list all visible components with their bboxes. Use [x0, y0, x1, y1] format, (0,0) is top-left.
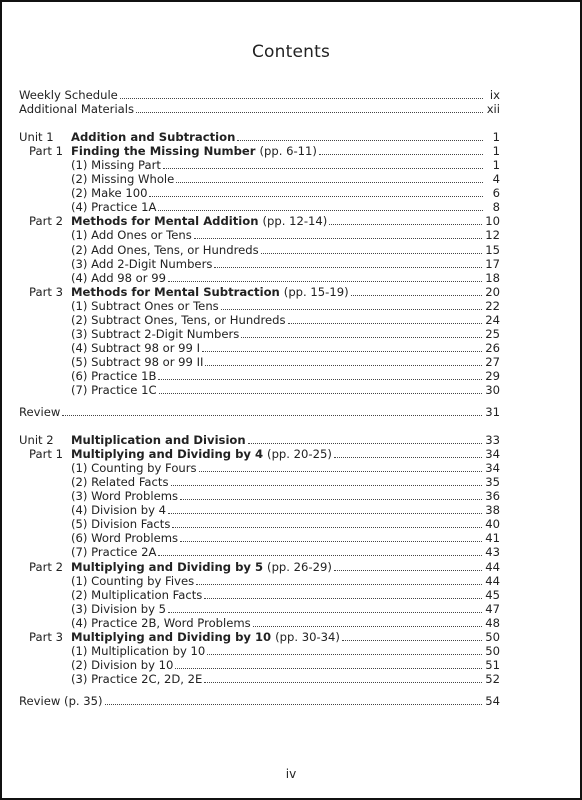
- toc-front-entry: [19, 88, 500, 102]
- entry-page-number: 26: [485, 340, 500, 355]
- dot-leader: [105, 703, 483, 705]
- entry-title: (5) Subtract 98 or 99 II: [71, 354, 204, 369]
- dot-leader: [136, 111, 483, 113]
- toc-lesson-entry: [19, 186, 500, 200]
- dot-leader: [202, 350, 482, 352]
- entry-page-number: 48: [485, 615, 500, 630]
- dot-leader: [158, 209, 483, 211]
- dot-leader: [175, 667, 482, 669]
- toc-lesson-entry: [19, 355, 500, 369]
- entry-title: (1) Multiplication by 10: [71, 643, 206, 658]
- entry-label: Part 2: [29, 559, 63, 574]
- dot-leader: [253, 625, 483, 627]
- entry-page-range: (pp. 15-19): [283, 284, 349, 299]
- dot-leader: [158, 554, 482, 556]
- entry-title: (1) Counting by Fours: [71, 461, 197, 476]
- dot-leader: [351, 294, 483, 296]
- entry-title: (7) Practice 2A: [71, 545, 157, 560]
- entry-title: (3) Division by 5: [71, 601, 167, 616]
- entry-page-number: 29: [485, 368, 500, 383]
- dot-leader: [204, 681, 482, 683]
- entry-page-range: (pp. 6-11): [259, 144, 317, 159]
- entry-title: (2) Add Ones, Tens, or Hundreds: [71, 242, 259, 257]
- entry-title: Multiplying and Dividing by 5: [71, 559, 264, 574]
- entry-title: (4) Practice 1A: [71, 200, 157, 215]
- entry-page-number: 18: [485, 270, 500, 285]
- entry-title: (3) Practice 2C, 2D, 2E: [71, 671, 203, 686]
- toc-lesson-entry: [19, 327, 500, 341]
- dot-leader: [194, 237, 482, 239]
- entry-page-number: 54: [485, 693, 500, 708]
- toc-lesson-entry: [19, 503, 500, 517]
- dot-leader: [241, 336, 482, 338]
- table-of-contents: [19, 88, 500, 708]
- entry-label: Unit 1: [19, 130, 54, 145]
- dot-leader: [207, 653, 482, 655]
- entry-label: Part 3: [29, 284, 63, 299]
- entry-page-number: 8: [492, 200, 500, 215]
- entry-title: (5) Division Facts: [71, 517, 171, 532]
- dot-leader: [342, 639, 482, 641]
- toc-lesson-entry: [19, 369, 500, 383]
- toc-unit-heading: [19, 433, 500, 447]
- entry-title: (1) Subtract Ones or Tens: [71, 298, 219, 313]
- dot-leader: [319, 153, 483, 155]
- toc-review-entry: [19, 405, 500, 419]
- entry-title: Addition and Subtraction: [71, 130, 236, 145]
- toc-lesson-entry: [19, 257, 500, 271]
- entry-page-number: 45: [485, 587, 500, 602]
- entry-title: Additional Materials: [19, 102, 135, 117]
- entry-title: Multiplication and Division: [71, 433, 246, 448]
- dot-leader: [168, 611, 482, 613]
- dot-leader: [168, 512, 482, 514]
- entry-title: Weekly Schedule: [19, 88, 118, 103]
- toc-part-heading: [19, 214, 500, 228]
- toc-lesson-entry: [19, 489, 500, 503]
- entry-page-number: ix: [489, 88, 500, 103]
- entry-page-number: 40: [485, 517, 500, 532]
- dot-leader: [158, 378, 482, 380]
- toc-part-heading: [19, 447, 500, 461]
- toc-lesson-entry: [19, 383, 500, 397]
- toc-lesson-entry: [19, 200, 500, 214]
- toc-lesson-entry: [19, 545, 500, 559]
- toc-part-heading: [19, 285, 500, 299]
- entry-page-number: 12: [485, 228, 500, 243]
- dot-leader: [149, 195, 483, 197]
- entry-page-range: (pp. 12-14): [262, 214, 328, 229]
- dot-leader: [180, 540, 482, 542]
- entry-label: Part 2: [29, 214, 63, 229]
- entry-page-number: 31: [485, 405, 500, 420]
- toc-lesson-entry: [19, 313, 500, 327]
- dot-leader: [204, 597, 482, 599]
- entry-title: Multiplying and Dividing by 4: [71, 447, 264, 462]
- entry-title: (4) Division by 4: [71, 503, 167, 518]
- toc-lesson-entry: [19, 242, 500, 256]
- dot-leader: [159, 392, 483, 394]
- entry-title: (6) Practice 1B: [71, 368, 157, 383]
- entry-page-number: 51: [485, 657, 500, 672]
- entry-title: Review: [19, 405, 61, 420]
- toc-lesson-entry: [19, 658, 500, 672]
- page-number: iv: [285, 767, 297, 781]
- entry-title: (3) Add 2-Digit Numbers: [71, 256, 213, 271]
- entry-page-number: 25: [485, 326, 500, 341]
- entry-title: (4) Subtract 98 or 99 I: [71, 340, 201, 355]
- entry-page-number: 43: [485, 545, 500, 560]
- entry-title: (1) Counting by Fives: [71, 573, 195, 588]
- toc-lesson-entry: [19, 299, 500, 313]
- entry-title: (3) Subtract 2-Digit Numbers: [71, 326, 240, 341]
- dot-leader: [163, 167, 483, 169]
- entry-page-number: 22: [485, 298, 500, 313]
- toc-lesson-entry: [19, 172, 500, 186]
- dot-leader: [176, 181, 483, 183]
- entry-page-number: 44: [485, 573, 500, 588]
- entry-title: (1) Add Ones or Tens: [71, 228, 192, 243]
- dot-leader: [334, 456, 482, 458]
- dot-leader: [261, 252, 483, 254]
- entry-title: (2) Multiplication Facts: [71, 587, 203, 602]
- entry-page-number: 50: [485, 629, 500, 644]
- toc-part-heading: [19, 630, 500, 644]
- dot-leader: [237, 139, 483, 141]
- dot-leader: [248, 442, 483, 444]
- toc-lesson-entry: [19, 461, 500, 475]
- entry-page-range: (pp. 20-25): [267, 447, 332, 462]
- entry-title: Multiplying and Dividing by 10: [71, 629, 272, 644]
- entry-page-range: (pp. 30-34): [275, 629, 340, 644]
- dot-leader: [199, 470, 483, 472]
- entry-page-number: 50: [485, 643, 500, 658]
- entry-label: Unit 2: [19, 433, 54, 448]
- toc-lesson-entry: [19, 588, 500, 602]
- dot-leader: [214, 266, 482, 268]
- entry-page-number: 34: [485, 447, 500, 462]
- dot-leader: [221, 308, 483, 310]
- entry-title: Review (p. 35): [19, 693, 103, 708]
- toc-lesson-entry: [19, 271, 500, 285]
- toc-lesson-entry: [19, 616, 500, 630]
- entry-title: Finding the Missing Number: [71, 144, 256, 159]
- entry-page-number: 33: [485, 433, 500, 448]
- toc-lesson-entry: [19, 341, 500, 355]
- entry-page-number: 1: [492, 130, 500, 145]
- entry-title: (4) Practice 2B, Word Problems: [71, 615, 251, 630]
- entry-title: (4) Add 98 or 99: [71, 270, 166, 285]
- entry-label: Part 3: [29, 629, 63, 644]
- entry-page-number: 52: [485, 671, 500, 686]
- entry-title: (3) Word Problems: [71, 489, 179, 504]
- toc-lesson-entry: [19, 475, 500, 489]
- dot-leader: [172, 526, 482, 528]
- page-title: Contents: [251, 42, 331, 62]
- toc-lesson-entry: [19, 672, 500, 686]
- dot-leader: [329, 223, 482, 225]
- toc-lesson-entry: [19, 158, 500, 172]
- dot-leader: [180, 498, 482, 500]
- toc-review-entry: [19, 694, 500, 708]
- entry-page-number: 38: [485, 503, 500, 518]
- entry-title: (2) Division by 10: [71, 657, 174, 672]
- entry-page-number: 10: [485, 214, 500, 229]
- entry-title: (2) Missing Whole: [71, 172, 175, 187]
- dot-leader: [205, 364, 482, 366]
- entry-page-number: 47: [485, 601, 500, 616]
- entry-title: (2) Make 100: [71, 186, 148, 201]
- entry-label: Part 1: [29, 447, 63, 462]
- entry-page-number: xii: [486, 102, 500, 117]
- entry-page-number: 20: [485, 284, 500, 299]
- entry-page-number: 36: [485, 489, 500, 504]
- entry-page-range: (pp. 26-29): [267, 559, 332, 574]
- dot-leader: [168, 280, 482, 282]
- entry-page-number: 27: [485, 354, 500, 369]
- entry-label: Part 1: [29, 144, 63, 159]
- entry-page-number: 44: [485, 559, 500, 574]
- entry-page-number: 35: [485, 475, 500, 490]
- toc-unit-heading: [19, 130, 500, 144]
- entry-page-number: 34: [485, 461, 500, 476]
- entry-title: Methods for Mental Addition: [71, 214, 259, 229]
- entry-page-number: 4: [492, 172, 500, 187]
- dot-leader: [62, 414, 482, 416]
- entry-page-number: 15: [485, 242, 500, 257]
- dot-leader: [171, 484, 483, 486]
- dot-leader: [288, 322, 483, 324]
- toc-lesson-entry: [19, 517, 500, 531]
- toc-part-heading: [19, 144, 500, 158]
- entry-page-number: 1: [492, 144, 500, 159]
- toc-lesson-entry: [19, 644, 500, 658]
- entry-title: (2) Subtract Ones, Tens, or Hundreds: [71, 312, 286, 327]
- toc-lesson-entry: [19, 602, 500, 616]
- entry-page-number: 24: [485, 312, 500, 327]
- entry-title: (2) Related Facts: [71, 475, 169, 490]
- dot-leader: [196, 583, 482, 585]
- toc-front-entry: [19, 102, 500, 116]
- entry-title: (6) Word Problems: [71, 531, 179, 546]
- entry-page-number: 41: [485, 531, 500, 546]
- toc-lesson-entry: [19, 228, 500, 242]
- entry-title: (1) Missing Part: [71, 158, 161, 173]
- toc-lesson-entry: [19, 531, 500, 545]
- dot-leader: [120, 97, 483, 99]
- entry-page-number: 1: [492, 158, 500, 173]
- toc-lesson-entry: [19, 574, 500, 588]
- dot-leader: [334, 569, 482, 571]
- entry-page-number: 6: [492, 186, 500, 201]
- entry-page-number: 30: [485, 382, 500, 397]
- entry-page-number: 17: [485, 256, 500, 271]
- toc-part-heading: [19, 559, 500, 573]
- entry-title: Methods for Mental Subtraction: [71, 284, 280, 299]
- entry-title: (7) Practice 1C: [71, 382, 157, 397]
